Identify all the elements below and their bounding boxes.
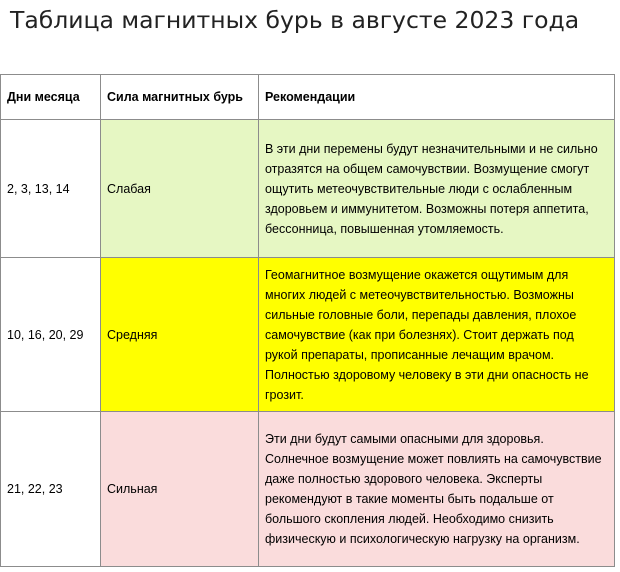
table-row [1,412,615,567]
header-days: Дни месяца [1,75,101,120]
header-recommendations: Рекомендации [259,75,615,120]
days-cell: 21, 22, 23 [1,412,101,567]
recommendation-cell: Геомагнитное возмущение окажется ощутимым для многих людей с метеочувствительностью. Возможны сильные головные боли, перепады давления, плохое самочувствие (как при болезнях). Стоит держать под рукой препараты, прописанные лечащим врачом. Полностью здоровому человеку в эти дни опасность не грозит. [259,258,615,412]
table-row [1,258,615,412]
strength-cell: Сильная [101,412,259,567]
header-strength: Сила магнитных бурь [101,75,259,120]
recommendation-cell: Эти дни будут самыми опасными для здоровья. Солнечное возмущение может повлиять на самочувствие даже полностью здорового человека. Эксперты рекомендуют в такие моменты быть подальше от большого скопления людей. Необходимо снизить физическую и психологическую нагрузку на организм. [259,412,615,567]
strength-cell: Средняя [101,258,259,412]
page-title: Таблица магнитных бурь в августе 2023 года [10,6,580,34]
table-row [1,120,615,258]
storm-table [0,74,615,567]
days-cell: 10, 16, 20, 29 [1,258,101,412]
table-header-row [1,75,615,120]
strength-cell: Слабая [101,120,259,258]
days-cell: 2, 3, 13, 14 [1,120,101,258]
recommendation-cell: В эти дни перемены будут незначительными и не сильно отразятся на общем самочувствии. Возмущение смогут ощутить метеочувствительные люди с ослабленным здоровьем и иммунитетом. Возможны потеря аппетита, бессонница, повышенная утомляемость. [259,120,615,258]
